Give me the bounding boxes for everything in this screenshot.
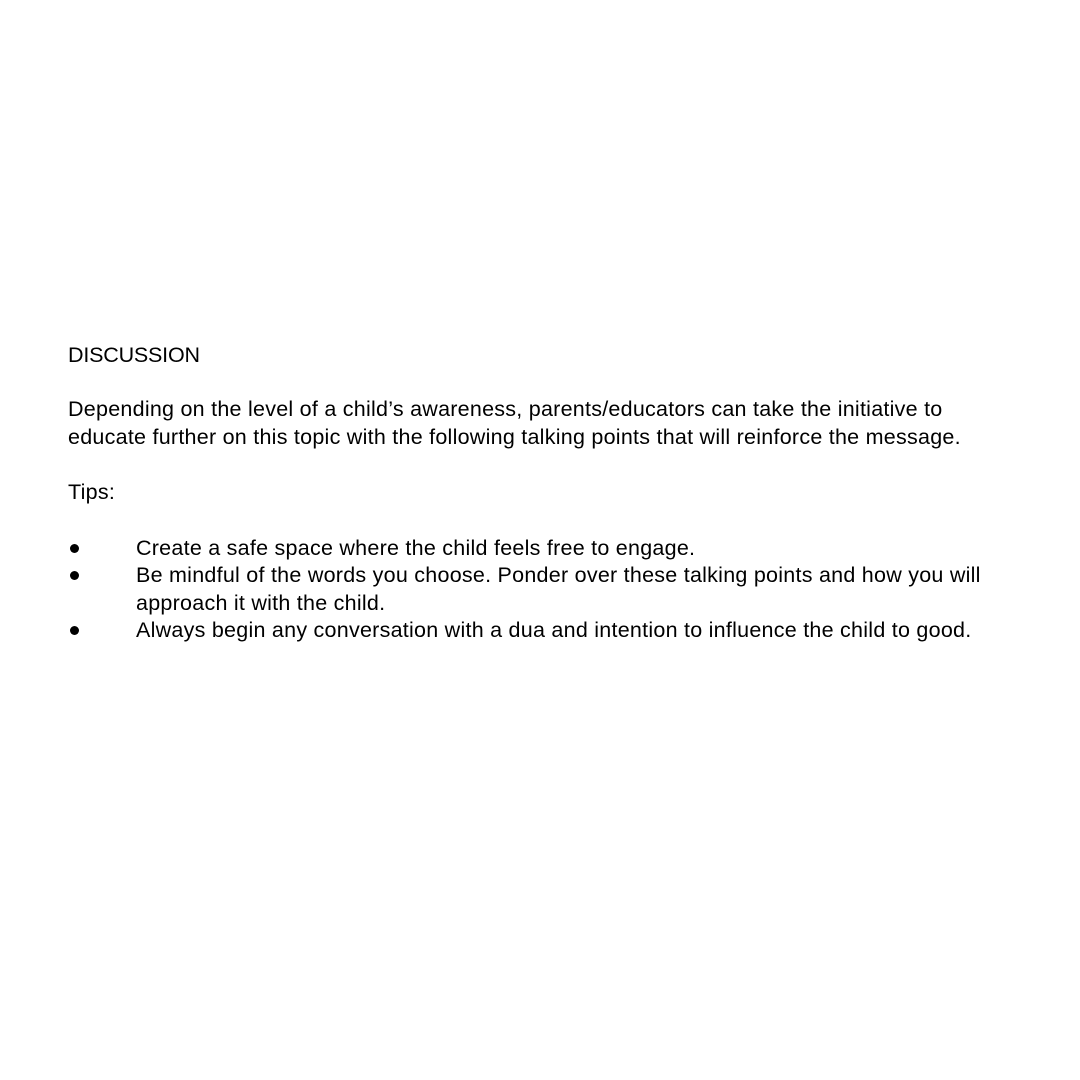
bullet-icon bbox=[70, 544, 79, 553]
list-item bbox=[68, 535, 1026, 563]
tip-text: Be mindful of the words you choose. Ponder over these talking points and how you will approach it with the child. bbox=[136, 563, 981, 615]
bullet-icon bbox=[70, 571, 79, 580]
tips-label: Tips: bbox=[68, 480, 116, 504]
document-body bbox=[68, 341, 1028, 645]
tip-text: Always begin any conversation with a dua and intention to influence the child to good. bbox=[136, 618, 972, 642]
bullet-icon bbox=[70, 626, 79, 635]
section-heading: DISCUSSION bbox=[68, 343, 200, 367]
list-item bbox=[68, 617, 1026, 645]
tip-text: Create a safe space where the child feels free to engage. bbox=[136, 535, 696, 560]
intro-paragraph: Depending on the level of a child’s awareness, parents/educators can take the initiative to educate further on this topic with the following talking points that will reinforce the message. bbox=[68, 397, 961, 449]
tips-list bbox=[68, 535, 1028, 645]
list-item bbox=[68, 562, 1026, 617]
